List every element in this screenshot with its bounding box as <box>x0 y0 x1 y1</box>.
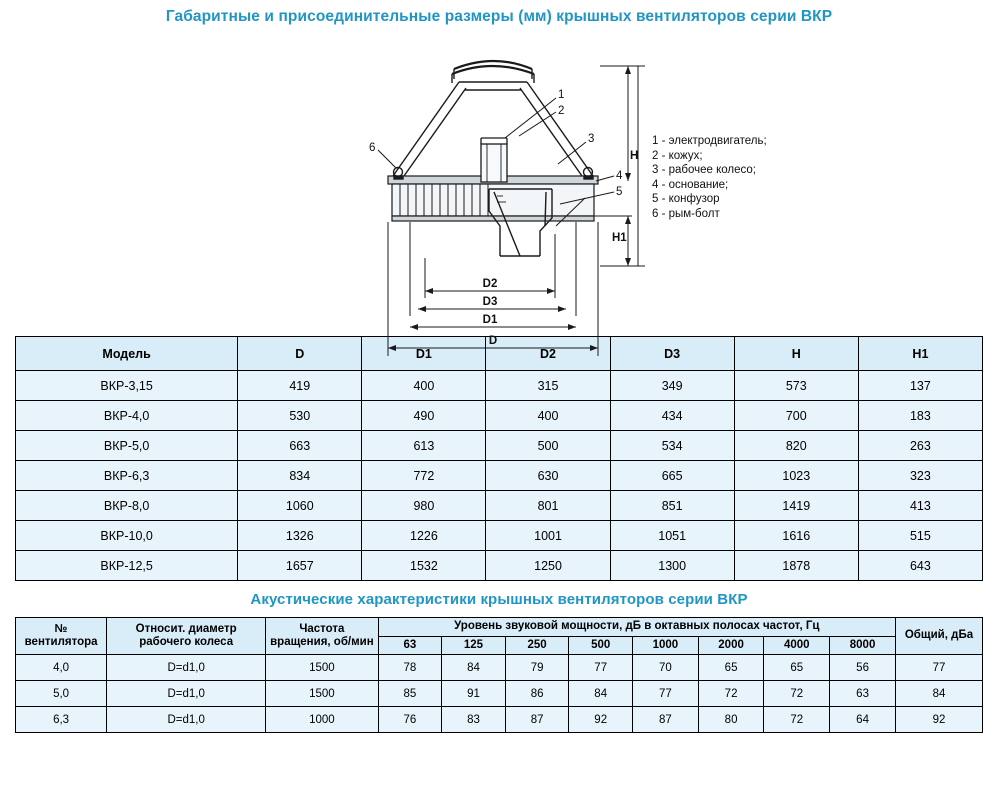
fan-drawing-svg <box>0 26 998 347</box>
cell: 613 <box>362 431 486 461</box>
cell: 86 <box>505 681 569 707</box>
cell: 76 <box>378 707 442 733</box>
cell: 820 <box>734 431 858 461</box>
table-row <box>16 655 983 681</box>
table-header-row <box>16 337 983 371</box>
cell: 419 <box>238 371 362 401</box>
dim-D3: D3 <box>482 296 498 308</box>
cell: ВКР-10,0 <box>16 521 238 551</box>
cell: 5,0 <box>16 681 107 707</box>
cell: ВКР-6,3 <box>16 461 238 491</box>
cell: 630 <box>486 461 610 491</box>
cell: 515 <box>858 521 982 551</box>
cell: 72 <box>764 707 830 733</box>
dim-D: D <box>488 335 498 347</box>
cell: 6,3 <box>16 707 107 733</box>
col-header-band-63: 63 <box>378 636 442 655</box>
cell: 72 <box>764 681 830 707</box>
col-header-relative-diameter: Относит. диаметр рабочего колеса <box>107 618 266 655</box>
cell: 84 <box>569 681 633 707</box>
cell: 64 <box>830 707 896 733</box>
cell: 1419 <box>734 491 858 521</box>
cell: D=d1,0 <box>107 655 266 681</box>
table-row <box>16 371 983 401</box>
cell: 4,0 <box>16 655 107 681</box>
cell: 87 <box>505 707 569 733</box>
cell: 349 <box>610 371 734 401</box>
cell: 772 <box>362 461 486 491</box>
dim-H: H <box>630 150 639 162</box>
col-header-band-1000: 1000 <box>633 636 699 655</box>
cell: 91 <box>442 681 506 707</box>
cell: 1060 <box>238 491 362 521</box>
dim-H1: H1 <box>612 232 627 244</box>
col-header-d1: D1 <box>362 337 486 371</box>
cell: 92 <box>895 707 982 733</box>
cell: 980 <box>362 491 486 521</box>
cell: 400 <box>486 401 610 431</box>
cell: 1226 <box>362 521 486 551</box>
cell: 83 <box>442 707 506 733</box>
table-row <box>16 707 983 733</box>
col-header-h1: H1 <box>858 337 982 371</box>
col-header-h: H <box>734 337 858 371</box>
cell: 573 <box>734 371 858 401</box>
dim-D2: D2 <box>482 278 498 290</box>
cell: 1250 <box>486 551 610 581</box>
table-row <box>16 461 983 491</box>
cell: 1657 <box>238 551 362 581</box>
cell: 137 <box>858 371 982 401</box>
acoustic-section-title: Акустические характеристики крышных вентиляторов серии ВКР <box>250 591 748 608</box>
cell: 56 <box>830 655 896 681</box>
table-row <box>16 431 983 461</box>
legend-item: 3 - рабочее колесо; <box>652 164 756 177</box>
cell: 65 <box>764 655 830 681</box>
col-header-band-2000: 2000 <box>698 636 764 655</box>
callout-5: 5 <box>616 186 623 198</box>
col-header-band-125: 125 <box>442 636 506 655</box>
table-row <box>16 551 983 581</box>
cell: 534 <box>610 431 734 461</box>
cell: 530 <box>238 401 362 431</box>
cell: 801 <box>486 491 610 521</box>
cell: 1500 <box>266 681 378 707</box>
table-header-row-top <box>16 618 983 637</box>
legend-item: 6 - рым-болт <box>652 207 720 220</box>
table-row <box>16 491 983 521</box>
cell: 92 <box>569 707 633 733</box>
cell: 79 <box>505 655 569 681</box>
col-header-model: Модель <box>16 337 238 371</box>
cell: 1532 <box>362 551 486 581</box>
drawing-legend <box>652 134 767 222</box>
cell: 700 <box>734 401 858 431</box>
cell: 500 <box>486 431 610 461</box>
cell: 851 <box>610 491 734 521</box>
col-header-band-4000: 4000 <box>764 636 830 655</box>
dimensions-table <box>15 336 983 581</box>
cell: 77 <box>633 681 699 707</box>
cell: 63 <box>830 681 896 707</box>
cell: D=d1,0 <box>107 681 266 707</box>
cell: 1000 <box>266 707 378 733</box>
callout-3: 3 <box>588 133 595 145</box>
callout-4: 4 <box>616 170 623 182</box>
cell: 70 <box>633 655 699 681</box>
cell: ВКР-12,5 <box>16 551 238 581</box>
cell: 665 <box>610 461 734 491</box>
legend-item: 2 - кожух; <box>652 149 703 162</box>
cell: 183 <box>858 401 982 431</box>
cell: 1023 <box>734 461 858 491</box>
cell: 834 <box>238 461 362 491</box>
acoustic-table <box>15 617 983 733</box>
cell: ВКР-4,0 <box>16 401 238 431</box>
cell: 85 <box>378 681 442 707</box>
cell: 87 <box>633 707 699 733</box>
cell: 323 <box>858 461 982 491</box>
cell: 80 <box>698 707 764 733</box>
cell: 263 <box>858 431 982 461</box>
cell: D=d1,0 <box>107 707 266 733</box>
cell: 490 <box>362 401 486 431</box>
cell: ВКР-5,0 <box>16 431 238 461</box>
cell: ВКР-3,15 <box>16 371 238 401</box>
cell: 84 <box>895 681 982 707</box>
cell: 1051 <box>610 521 734 551</box>
col-header-d3: D3 <box>610 337 734 371</box>
legend-item: 1 - электродвигатель; <box>652 135 767 147</box>
cell: 1616 <box>734 521 858 551</box>
cell: 434 <box>610 401 734 431</box>
table-row <box>16 681 983 707</box>
cell: 65 <box>698 655 764 681</box>
callout-1: 1 <box>558 89 565 101</box>
callout-2: 2 <box>558 105 565 117</box>
table-row <box>16 521 983 551</box>
col-header-band-500: 500 <box>569 636 633 655</box>
cell: 77 <box>895 655 982 681</box>
col-header-band-250: 250 <box>505 636 569 655</box>
cell: 413 <box>858 491 982 521</box>
cell: 1878 <box>734 551 858 581</box>
cell: 315 <box>486 371 610 401</box>
page-title: Габаритные и присоединительные размеры (мм) крышных вентиляторов серии ВКР <box>165 8 833 25</box>
cell: 1300 <box>610 551 734 581</box>
cell: 663 <box>238 431 362 461</box>
cell: ВКР-8,0 <box>16 491 238 521</box>
cell: 1326 <box>238 521 362 551</box>
cell: 78 <box>378 655 442 681</box>
dim-D1: D1 <box>482 314 498 326</box>
cell: 72 <box>698 681 764 707</box>
legend-item: 4 - основание; <box>652 178 729 191</box>
cell: 400 <box>362 371 486 401</box>
table-row <box>16 401 983 431</box>
col-header-rotation-speed: Частота вращения, об/мин <box>266 618 378 655</box>
col-header-band-8000: 8000 <box>830 636 896 655</box>
legend-item: 5 - конфузор <box>652 193 720 206</box>
cell: 84 <box>442 655 506 681</box>
cell: 77 <box>569 655 633 681</box>
callout-6: 6 <box>369 142 376 154</box>
col-header-total: Общий, дБа <box>895 618 982 655</box>
technical-drawing <box>0 26 998 347</box>
cell: 643 <box>858 551 982 581</box>
col-header-d2: D2 <box>486 337 610 371</box>
cell: 1001 <box>486 521 610 551</box>
cell: 1500 <box>266 655 378 681</box>
col-header-fan-number: № вентилятора <box>16 618 107 655</box>
col-header-d: D <box>238 337 362 371</box>
col-header-sound-power-group: Уровень звуковой мощности, дБ в октавных полосах частот, Гц <box>378 618 895 637</box>
